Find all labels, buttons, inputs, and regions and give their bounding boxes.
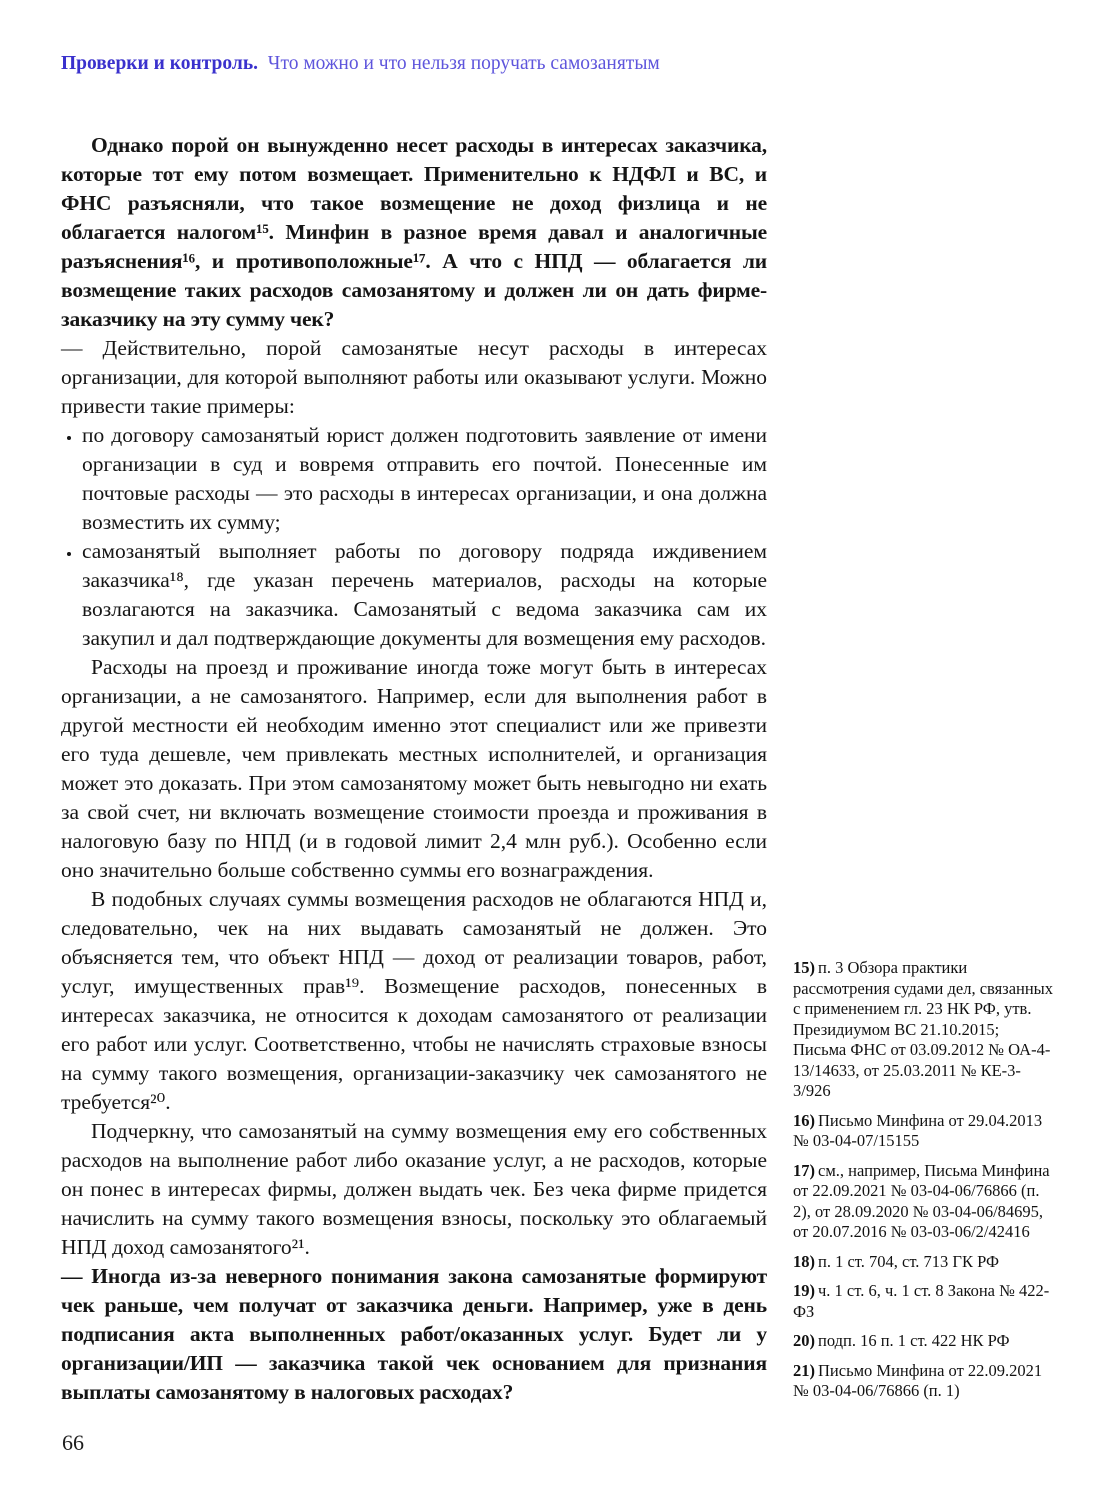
list-item: • по договору самозанятый юрист должен подготовить заявление от имени организации в суд и вовремя отправить его почтой. Понесенные им почтовые расходы — это расходы в интересах организации, и она должна возместить их сумму; [82, 421, 767, 537]
footnote-number: 20) [793, 1331, 815, 1350]
footnote-text: подп. 16 п. 1 ст. 422 НК РФ [818, 1331, 1010, 1350]
article-title: Что можно и что нельзя поручать самозанятым [267, 53, 660, 74]
footnote-text: Письмо Минфина от 22.09.2021 № 03-04-06/76866 (п. 1) [793, 1360, 1043, 1400]
footnote [793, 1331, 1055, 1352]
page-number: 66 [62, 1430, 84, 1455]
footnote [793, 958, 1055, 1102]
answer-intro-paragraph: — Действительно, порой самозанятые несут расходы в интересах организации, для которой выполняют работы или оказывают услуги. Можно привести такие примеры: [61, 336, 767, 418]
footnote-text: см., например, Письма Минфина от 22.09.2021 № 03-04-06/76866 (п. 2), от 28.09.2020 № 03-04-06/84695, от 20.07.2016 № 03-03-06/2/42416 [793, 1160, 1050, 1241]
footnote [793, 1252, 1055, 1273]
footnote-text: Письмо Минфина от 29.04.2013 № 03-04-07/15155 [793, 1110, 1043, 1150]
footnote-number: 21) [793, 1360, 815, 1380]
footnotes-sidebar [793, 958, 1055, 1411]
footnote-number: 19) [793, 1281, 815, 1300]
footnote-text: п. 1 ст. 704, ст. 713 ГК РФ [818, 1251, 1000, 1271]
body-paragraph: В подобных случаях суммы возмещения расходов не облагаются НПД и, следовательно, чек на них выдавать самозанятый не должен. Это объясняется тем, что объект НПД — доход от реализации товаров, работ, услуг, имущественных прав¹⁹. Возмещение расходов, понесенных в интересах заказчика, не относится к доходам самозанятого от реализации его работ или услуг. Соответственно, чтобы не начислять страховые взносы на сумму такого возмещения, организации-заказчику чек самозанятого не требуется²⁰. [61, 887, 767, 1114]
body-paragraph: Расходы на проезд и проживание иногда тоже могут быть в интересах организации, а не самозанятого. Например, если для выполнения работ в другой местности ей необходим именно этот специалист или же привезти его туда дешевле, чем привлекать местных исполнителей, и организация может это доказать. При этом самозанятому может быть невыгодно ни ехать за свой счет, ни включать возмещение стоимости проезда и проживания в налоговую базу по НПД (и в годовой лимит 2,4 млн руб.). Особенно если оно значительно больше собственно суммы его вознаграждения. [61, 655, 767, 882]
examples-list [61, 421, 767, 653]
footnote-number: 17) [793, 1160, 815, 1180]
footnote [793, 1111, 1055, 1152]
footnote-text: ч. 1 ст. 6, ч. 1 ст. 8 Закона № 422-ФЗ [793, 1281, 1050, 1321]
footnote [793, 1161, 1055, 1243]
section-kicker: Проверки и контроль. [61, 53, 259, 74]
footnote-text: п. 3 Обзора практики рассмотрения судами дел, связанных с применением гл. 23 НК РФ, утв. Президиумом ВС 21.10.2015; Письма ФНС от 03.09.2012 № ОА-4-13/14633, от 25.03.2011 № КЕ-3-3/926 [793, 958, 1054, 1100]
closing-question-paragraph: — Иногда из-за неверного понимания закона самозанятые формируют чек раньше, чем получат от заказчика деньги. Например, уже в день подписания акта выполненных работ/оказанных услуг. Будет ли у организации/ИП — заказчика такой чек основанием для признания выплаты самозанятому в налоговых расходах? [61, 1264, 767, 1404]
footnote-number: 15) [793, 958, 815, 977]
footnote [793, 1361, 1055, 1402]
footnote [793, 1281, 1055, 1322]
footnote-number: 18) [793, 1251, 815, 1271]
running-head [61, 52, 660, 76]
article-body [61, 131, 767, 1407]
list-item: • самозанятый выполняет работы по договору подряда иждивением заказчика¹⁸, где указан перечень материалов, расходы на которые возлагаются на заказчика. Самозанятый с ведома заказчика сам их закупил и дал подтверждающие документы для возмещения ему расходов. [82, 537, 767, 653]
body-paragraph: Подчеркну, что самозанятый на сумму возмещения ему его собственных расходов на выполнение работ либо оказание услуг, а не расходов, которые он понес в интересах фирмы, должен выдать чек. Без чека фирме придется начислить на сумму такого возмещения взносы, поскольку это облагаемый НПД доход самозанятого²¹. [61, 1119, 767, 1259]
footnote-number: 16) [793, 1110, 815, 1130]
lead-question-paragraph: Однако порой он вынужденно несет расходы в интересах заказчика, которые тот ему потом возмещает. Применительно к НДФЛ и ВС, и ФНС разъясняли, что такое возмещение не доход физлица и не облагается налогом¹⁵. Минфин в разное время давал и аналогичные разъяснения¹⁶, и противоположные¹⁷. А что с НПД — облагается ли возмещение таких расходов самозанятому и должен ли он дать фирме-заказчику на эту сумму чек? [61, 133, 767, 331]
